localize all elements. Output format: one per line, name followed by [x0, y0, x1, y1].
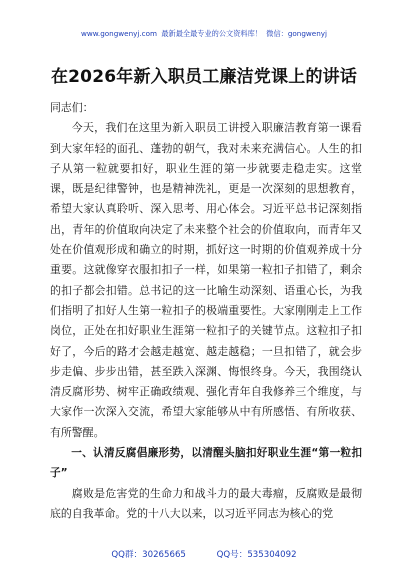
qq-group-text: QQ群：30265665 [111, 550, 186, 560]
section-heading: 一、认清反腐倡廉形势，以清醒头脑扣好职业生涯“第一粒扣子” [50, 447, 362, 480]
qq-number-text: QQ号：535304092 [216, 550, 297, 560]
document-title: 在2026年新入职员工廉洁党课上的讲话 [50, 67, 358, 87]
header-banner [0, 29, 408, 39]
site-link[interactable]: www.gongwenyj.com [80, 29, 158, 38]
footer-contact [0, 548, 408, 560]
document-body [50, 98, 362, 524]
section-paragraph: 腐败是危害党的生命力和战斗力的最大毒瘤，反腐败是最彻底的自我革命。党的十八大以来，以习近平同志为核心的党 [50, 486, 362, 520]
wechat-text: 微信：gongwenyj [266, 29, 328, 38]
salutation: 同志们： [50, 101, 94, 114]
body-paragraph: 今天，我们在这里为新入职员工讲授入职廉洁教育第一课看到大家年轻的面孔、蓬勃的朝气，我对未来充满信心。人生的扣子从第一粒就要扣好，职业生涯的第一步就要走稳走实。这堂课，既是纪律警钟，也是精神洗礼，更是一次深刻的思想教育，希望大家认真聆听、深入思考、用心体会。习近平总书记深刻指出，青年的价值取向决定了未来整个社会的价值取向，而青年又处在价值观形成和确立的时期，抓好这一时期的价值观养成十分重要。这就像穿衣服扣扣子一样，如果第一粒扣子扣错了，剩余的扣子都会扣错。总书记的这一比喻生动深刻、语重心长，为我们指明了扣好人生第一粒扣子的极端重要性。大家刚刚走上工作岗位，正处在扣好职业生涯第一粒扣子的关键节点。这粒扣子扣好了，今后的路才会越走越宽、越走越稳；一旦扣错了，就会步步走偏、步步出错，甚至跌入深渊、悔恨终身。今天，我围绕认清反腐形势、树牢正确政绩观、强化青年自我修养三个维度，与大家作一次深入交流，希望大家能够从中有所感悟、有所收获、有所警醒。 [50, 121, 362, 439]
slogan-text: 最新最全最专业的公文资料库！ [161, 29, 262, 38]
